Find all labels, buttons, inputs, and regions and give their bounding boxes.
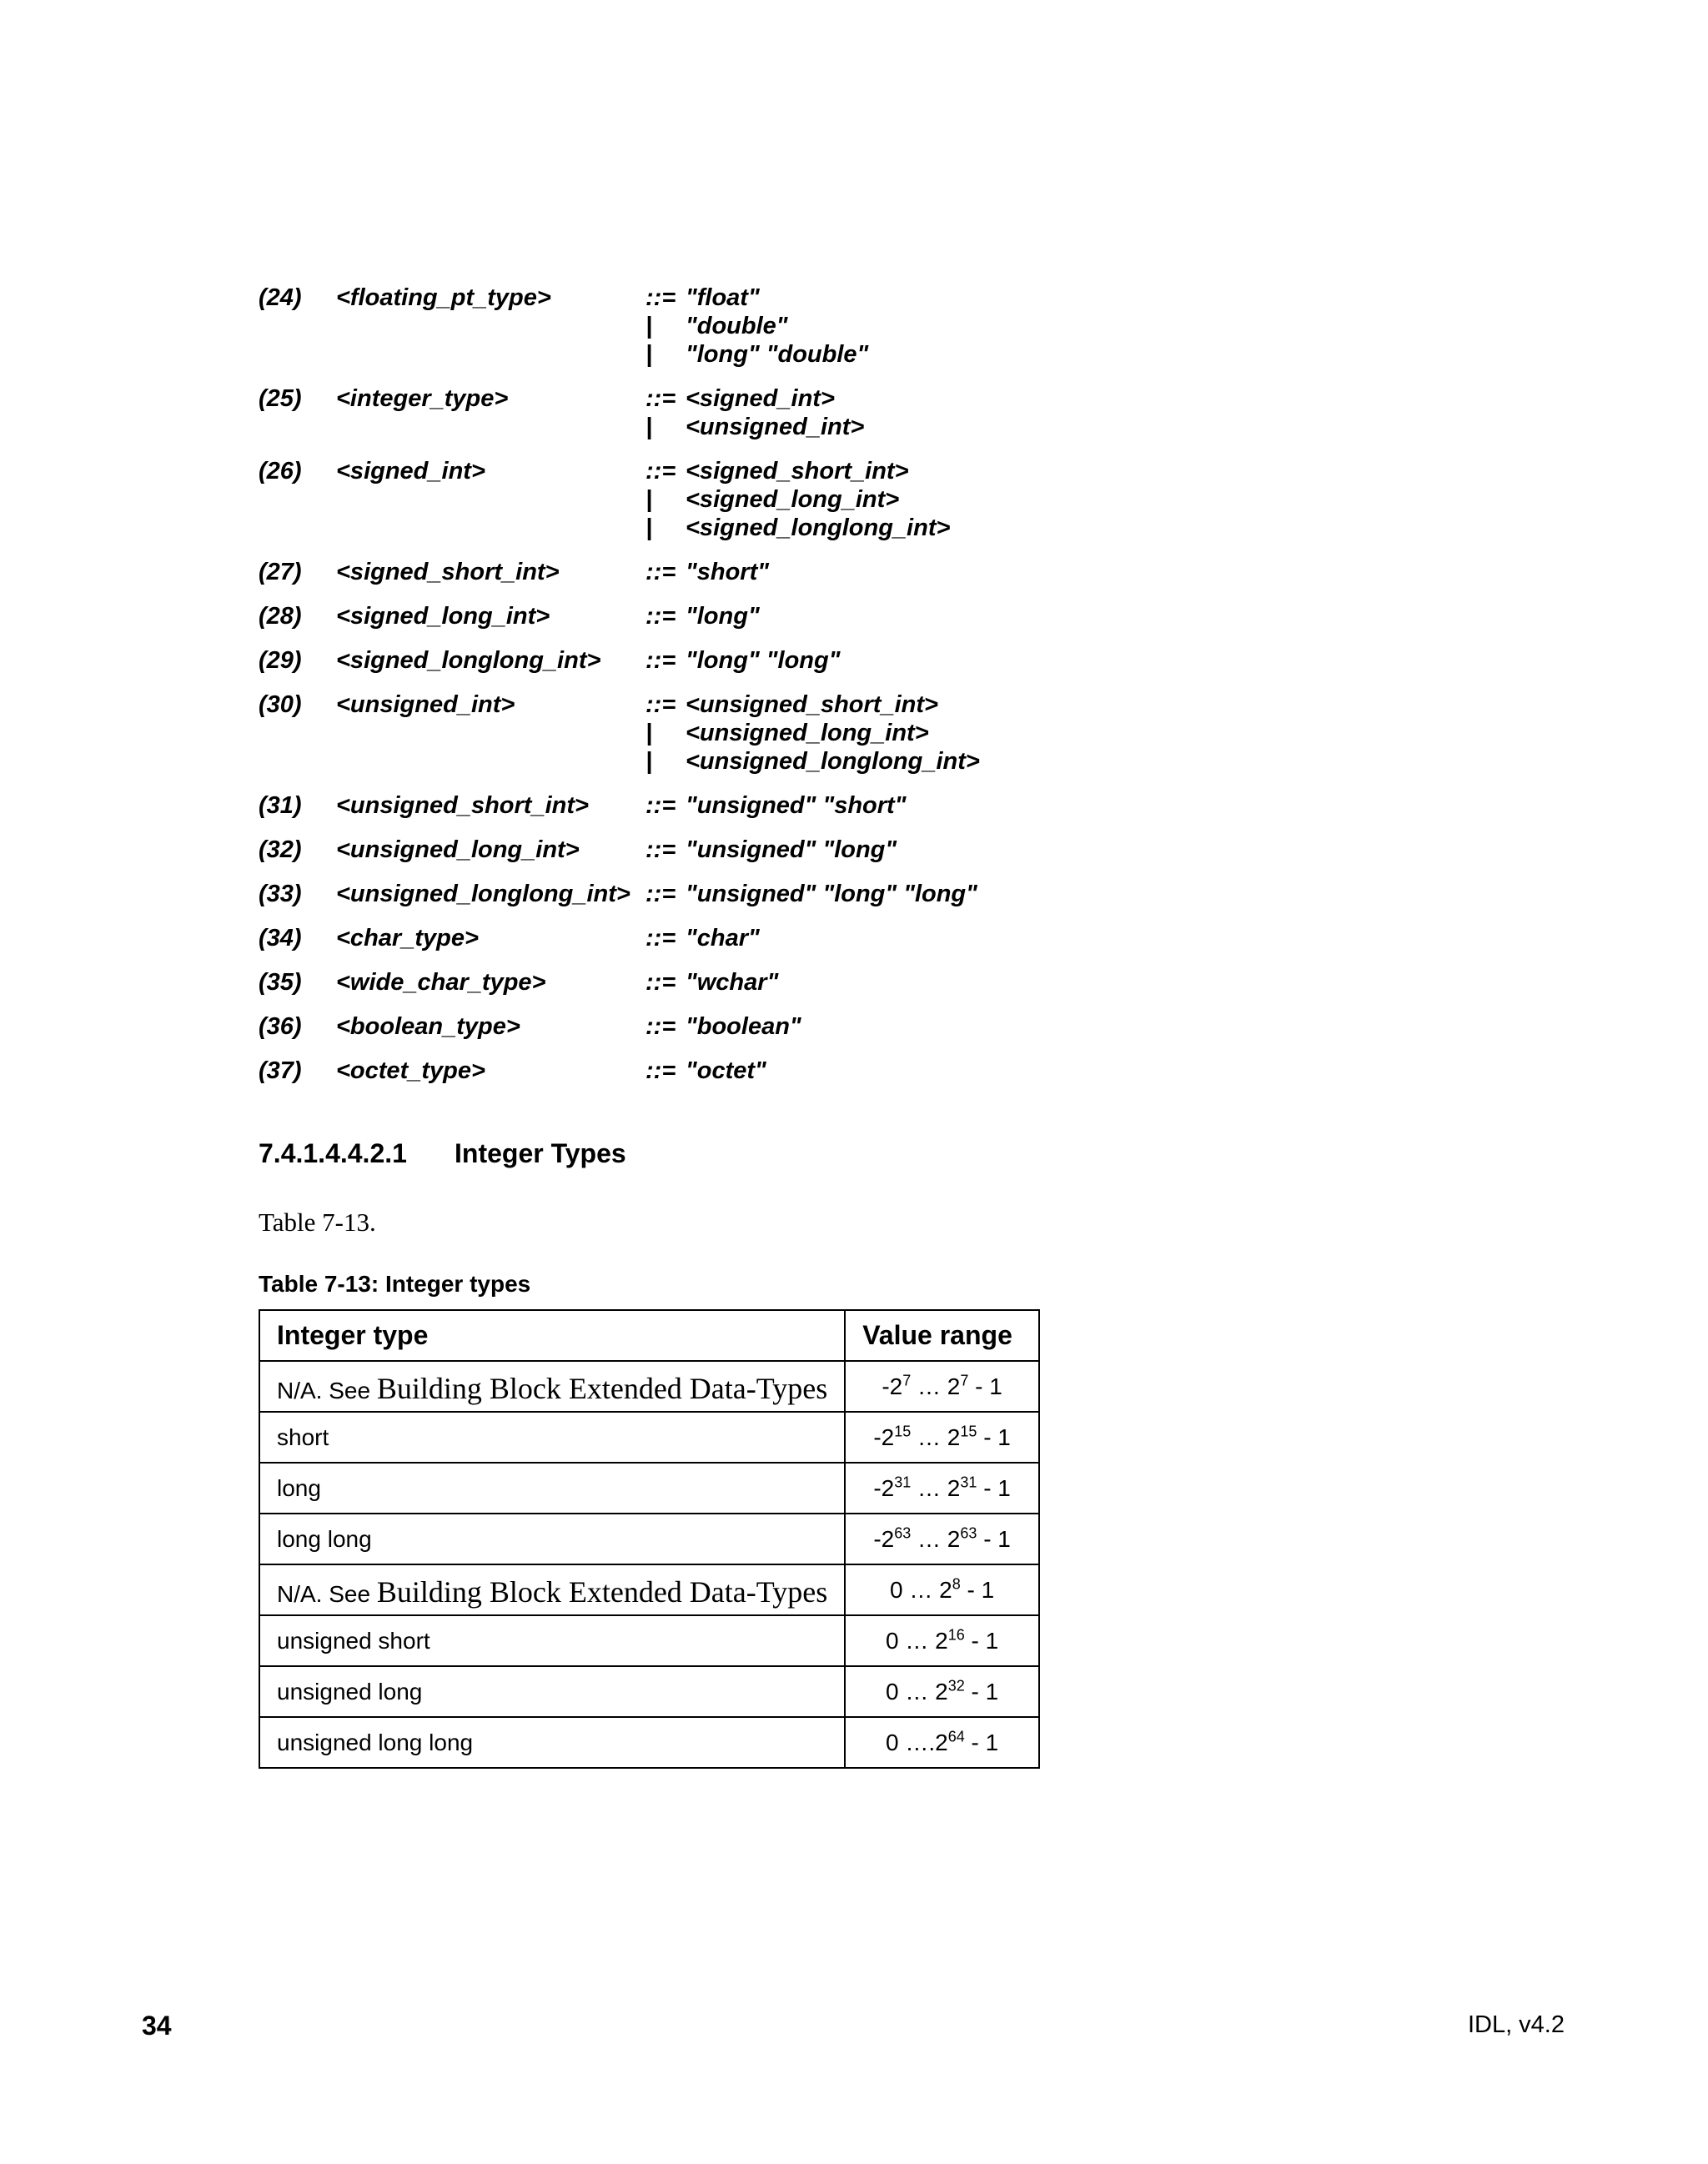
table-row	[259, 1717, 1039, 1768]
rule-operator: |	[646, 748, 653, 775]
rule-rhs: "wchar"	[686, 969, 779, 996]
table-row	[259, 1564, 1039, 1615]
range-exponent: 15	[960, 1423, 977, 1440]
body-paragraph: Table 7-13.	[259, 1208, 376, 1237]
range-exponent: 31	[960, 1474, 977, 1491]
rule-number: (31)	[259, 792, 302, 819]
rule-rhs: "float"	[686, 284, 760, 311]
rule-number: (26)	[259, 458, 302, 485]
rule-rhs: <unsigned_longlong_int>	[686, 748, 980, 775]
rule-lhs: <floating_pt_type>	[336, 284, 551, 311]
rule-number: (33)	[259, 881, 302, 907]
table-header-row	[259, 1310, 1039, 1361]
range-base: -2	[873, 1423, 895, 1450]
section-number: 7.4.1.4.4.2.1	[259, 1138, 407, 1168]
building-block-link[interactable]: Building Block Extended Data-Types	[376, 1574, 828, 1609]
rule-lhs: <unsigned_long_int>	[336, 836, 580, 863]
range-cell	[845, 1666, 1039, 1717]
rule-operator: |	[646, 515, 653, 541]
range-exponent: 15	[894, 1423, 912, 1440]
rule-rhs: "long" "double"	[686, 341, 869, 368]
rule-operator: ::=	[646, 792, 676, 819]
range-tail: - 1	[977, 1474, 1011, 1501]
grammar-rule	[259, 690, 1093, 776]
column-header-value-range: Value range	[845, 1310, 1039, 1361]
document-title: IDL, v4.2	[1467, 2011, 1565, 2038]
grammar-rule	[259, 1012, 1093, 1041]
type-cell: unsigned long long	[259, 1717, 845, 1768]
grammar-rule	[259, 602, 1093, 630]
grammar-rules	[259, 284, 1093, 1101]
rule-operator: ::=	[646, 1013, 676, 1040]
range-base: -2	[873, 1474, 895, 1501]
grammar-rule	[259, 968, 1093, 997]
range-base: -2	[873, 1525, 895, 1552]
rule-rhs: "unsigned" "short"	[686, 792, 907, 819]
rule-operator: ::=	[646, 647, 676, 674]
grammar-rule	[259, 924, 1093, 952]
type-prefix: N/A. See	[277, 1377, 377, 1403]
grammar-rule	[259, 384, 1093, 441]
grammar-rule	[259, 791, 1093, 820]
type-prefix: N/A. See	[277, 1580, 377, 1607]
range-mid: … 2	[911, 1373, 961, 1399]
rule-rhs: "long" "long"	[686, 647, 841, 674]
grammar-rule	[259, 558, 1093, 586]
rule-operator: ::=	[646, 969, 676, 996]
type-cell	[259, 1361, 845, 1412]
range-cell	[845, 1361, 1039, 1412]
section-title: Integer Types	[455, 1138, 626, 1168]
rule-rhs: <unsigned_int>	[686, 414, 865, 440]
table-row	[259, 1615, 1039, 1666]
rule-rhs: "double"	[686, 313, 788, 339]
column-header-integer-type: Integer type	[259, 1310, 845, 1361]
range-exponent: 8	[952, 1575, 961, 1593]
rule-operator: ::=	[646, 881, 676, 907]
rule-lhs: <unsigned_int>	[336, 691, 515, 718]
range-tail: - 1	[977, 1525, 1011, 1552]
rule-number: (37)	[259, 1057, 302, 1084]
rule-lhs: <signed_int>	[336, 458, 485, 485]
rule-operator: |	[646, 720, 653, 746]
range-exponent: 7	[960, 1372, 969, 1389]
rule-operator: ::=	[646, 603, 676, 630]
rule-number: (30)	[259, 691, 302, 718]
rule-rhs: "boolean"	[686, 1013, 801, 1040]
rule-operator: |	[646, 414, 653, 440]
range-tail: - 1	[964, 1729, 999, 1755]
range-cell	[845, 1463, 1039, 1514]
rule-operator: ::=	[646, 836, 676, 863]
grammar-rule	[259, 836, 1093, 864]
rule-operator: |	[646, 313, 653, 339]
range-base: 0 … 2	[886, 1678, 948, 1705]
rule-rhs: <signed_short_int>	[686, 458, 909, 485]
rule-rhs: "octet"	[686, 1057, 766, 1084]
rule-rhs: "short"	[686, 559, 769, 585]
range-exponent: 63	[960, 1524, 977, 1542]
range-tail: - 1	[960, 1576, 995, 1603]
rule-number: (29)	[259, 647, 302, 674]
rule-operator: ::=	[646, 284, 676, 311]
range-cell	[845, 1615, 1039, 1666]
range-tail: - 1	[964, 1627, 999, 1654]
table-row	[259, 1412, 1039, 1463]
rule-number: (32)	[259, 836, 302, 863]
rule-operator: ::=	[646, 385, 676, 412]
range-base: -2	[882, 1373, 903, 1399]
range-exponent: 63	[894, 1524, 912, 1542]
rule-lhs: <integer_type>	[336, 385, 509, 412]
range-mid: … 2	[911, 1423, 961, 1450]
rule-number: (25)	[259, 385, 302, 412]
type-cell: long	[259, 1463, 845, 1514]
range-mid: … 2	[911, 1525, 961, 1552]
table-row	[259, 1463, 1039, 1514]
range-exponent: 31	[894, 1474, 912, 1491]
rule-number: (24)	[259, 284, 302, 311]
range-cell	[845, 1717, 1039, 1768]
section-heading	[259, 1138, 626, 1169]
rule-rhs: <signed_longlong_int>	[686, 515, 951, 541]
range-exponent: 7	[902, 1372, 912, 1389]
page-number: 34	[142, 2011, 172, 2041]
rule-rhs: "long"	[686, 603, 760, 630]
type-cell: unsigned short	[259, 1615, 845, 1666]
type-cell: long long	[259, 1514, 845, 1564]
range-exponent: 64	[947, 1728, 965, 1745]
table-row	[259, 1666, 1039, 1717]
range-cell	[845, 1564, 1039, 1615]
grammar-rule	[259, 1057, 1093, 1085]
rule-rhs: <unsigned_long_int>	[686, 720, 929, 746]
rule-operator: ::=	[646, 691, 676, 718]
range-base: 0 ….2	[886, 1729, 948, 1755]
range-tail: - 1	[968, 1373, 1002, 1399]
grammar-rule	[259, 646, 1093, 675]
rule-lhs: <unsigned_longlong_int>	[336, 881, 630, 907]
rule-lhs: <signed_longlong_int>	[336, 647, 601, 674]
range-base: 0 … 2	[890, 1576, 952, 1603]
range-tail: - 1	[964, 1678, 999, 1705]
rule-lhs: <signed_long_int>	[336, 603, 550, 630]
rule-lhs: <wide_char_type>	[336, 969, 546, 996]
building-block-link[interactable]: Building Block Extended Data-Types	[376, 1371, 828, 1405]
rule-number: (27)	[259, 559, 302, 585]
table-row	[259, 1361, 1039, 1412]
rule-number: (34)	[259, 925, 302, 951]
rule-number: (35)	[259, 969, 302, 996]
range-cell	[845, 1514, 1039, 1564]
rule-lhs: <char_type>	[336, 925, 479, 951]
rule-number: (28)	[259, 603, 302, 630]
rule-rhs: <unsigned_short_int>	[686, 691, 938, 718]
type-cell: unsigned long	[259, 1666, 845, 1717]
rule-rhs: "unsigned" "long"	[686, 836, 897, 863]
rule-operator: ::=	[646, 559, 676, 585]
rule-operator: ::=	[646, 1057, 676, 1084]
grammar-rule	[259, 880, 1093, 908]
table-row	[259, 1514, 1039, 1564]
rule-lhs: <signed_short_int>	[336, 559, 560, 585]
range-mid: … 2	[911, 1474, 961, 1501]
grammar-rule	[259, 457, 1093, 542]
rule-operator: ::=	[646, 925, 676, 951]
rule-number: (36)	[259, 1013, 302, 1040]
rule-rhs: <signed_int>	[686, 385, 835, 412]
range-exponent: 32	[947, 1677, 965, 1695]
type-cell: short	[259, 1412, 845, 1463]
range-cell	[845, 1412, 1039, 1463]
integer-types-table	[259, 1309, 1040, 1769]
range-base: 0 … 2	[886, 1627, 948, 1654]
range-exponent: 16	[947, 1626, 965, 1644]
rule-rhs: "char"	[686, 925, 760, 951]
type-cell	[259, 1564, 845, 1615]
rule-lhs: <boolean_type>	[336, 1013, 520, 1040]
grammar-rule	[259, 284, 1093, 369]
rule-operator: ::=	[646, 458, 676, 485]
rule-lhs: <octet_type>	[336, 1057, 485, 1084]
rule-operator: |	[646, 486, 653, 513]
rule-rhs: "unsigned" "long" "long"	[686, 881, 977, 907]
rule-rhs: <signed_long_int>	[686, 486, 900, 513]
table-caption: Table 7-13: Integer types	[259, 1271, 531, 1297]
range-tail: - 1	[977, 1423, 1011, 1450]
rule-lhs: <unsigned_short_int>	[336, 792, 589, 819]
rule-operator: |	[646, 341, 653, 368]
